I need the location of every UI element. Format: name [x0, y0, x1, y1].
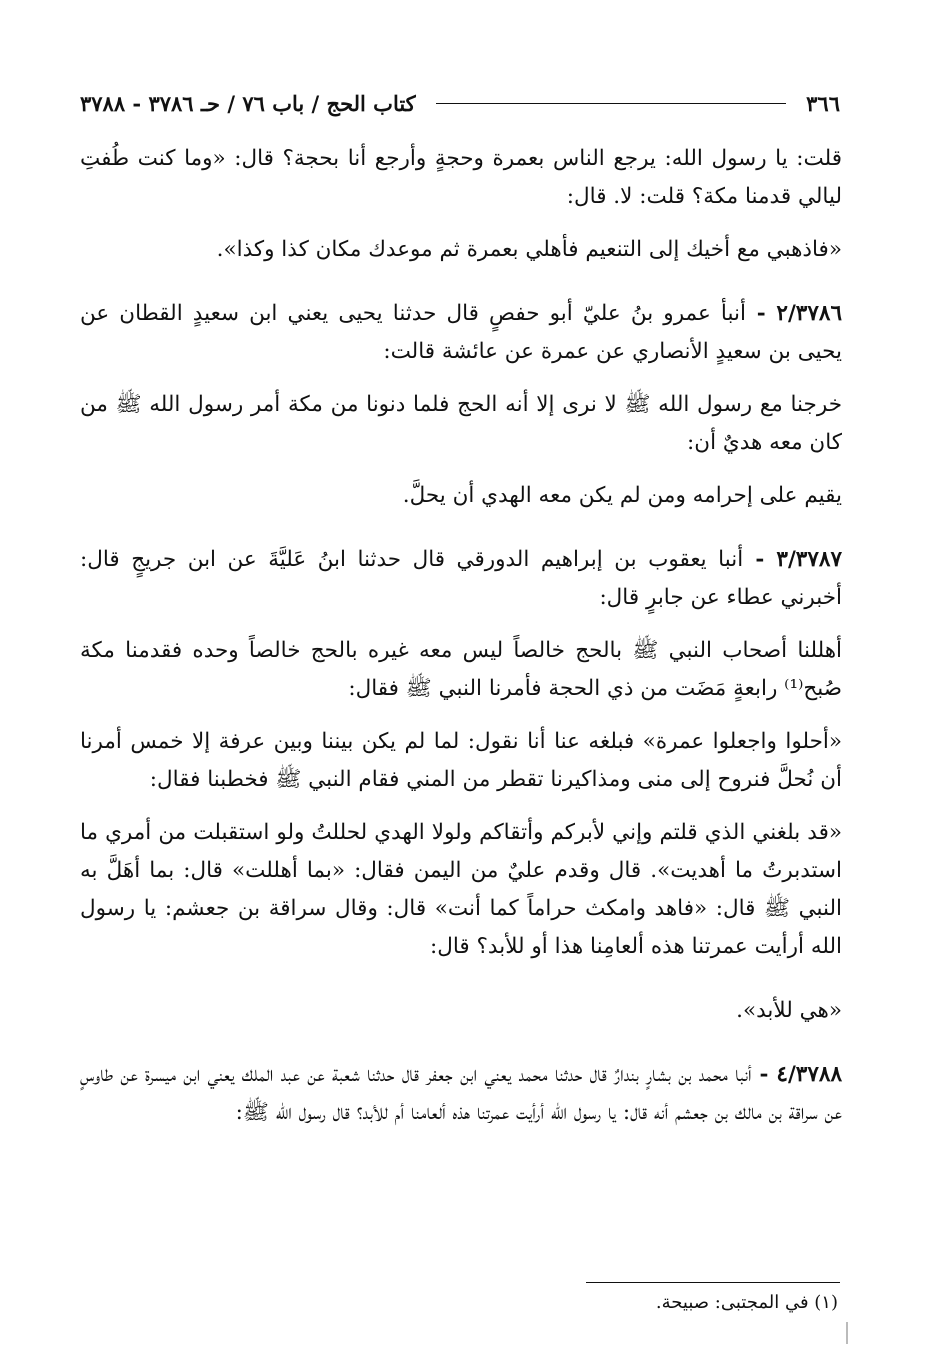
hadith-number: ٤/٣٧٨٨ -	[751, 1062, 842, 1087]
paragraph-text: «أحلوا واجعلوا عمرة» فبلغه عنا أنا نقول: لما لم يكن بيننا وبين عرفة إلا خمس أمرنا أن نُحلَّ فنروح إلى منى ومذاكيرنا تقطر من المني فقام النبي ﷺ فخطبنا فقال:	[80, 729, 842, 792]
hadith-paragraph	[80, 295, 842, 371]
paragraph	[80, 814, 842, 966]
footnote-rule	[586, 1282, 840, 1283]
hadith-paragraph	[80, 541, 842, 617]
paragraph	[80, 632, 842, 708]
paragraph	[80, 386, 842, 462]
paragraph-text: أنبا محمد بن بشارٍ بندارٌ قال حدثنا محمد يعني ابن جعفر قال حدثنا شعبة عن عبد الملك يعني ابن ميسرة عن طاوسٍ عن سراقة بن مالك بن جعشم أنه قال: يا رسول الله أرأيت عمرتنا هذه ألعامنا أم للأبد؟ قال رسول الله ﷺ:	[80, 1062, 842, 1125]
main-text	[80, 140, 842, 1147]
hadith-number: ٣/٣٧٨٧ -	[743, 547, 842, 572]
paragraph	[80, 231, 842, 269]
paragraph-text: قلت: يا رسول الله: يرجع الناس بعمرة وحجةٍ وأرجع أنا بحجة؟ قال: «وما كنت طُفتِ ليالي قدمنا مكة؟ قلت: لا. قال:	[80, 146, 842, 209]
hadith-paragraph	[80, 1056, 842, 1132]
running-title: كتاب الحج / باب ٧٦ / حـ ٣٧٨٦ - ٣٧٨٨	[80, 90, 416, 116]
paragraph-text: أهللنا أصحاب النبي ﷺ بالحج خالصاً ليس معه غيره بالحج خالصاً وحده فقدمنا مكة صُبح⁽¹⁾ رابعةٍ مَضَت من ذي الحجة فأمرنا النبي ﷺ فقال:	[80, 638, 842, 701]
paragraph-text: يقيم على إحرامه ومن لم يكن معه الهدي أن يحلَّ.	[402, 483, 842, 508]
footnote: (١) في المجتبى: صبيحة.	[655, 1292, 838, 1313]
paragraph	[80, 477, 842, 515]
paragraph	[80, 140, 842, 216]
paragraph-text: خرجنا مع رسول الله ﷺ لا نرى إلا أنه الحج فلما دنونا من مكة أمر رسول الله ﷺ من كان معه هديٌ أن:	[80, 392, 842, 455]
paragraph-text: «فاذهبي مع أخيك إلى التنعيم فأهلي بعمرة ثم موعدك مكان كذا وكذا».	[216, 237, 842, 262]
page-number: ٣٦٦	[806, 90, 840, 116]
scan-edge-mark	[846, 1322, 848, 1344]
hadith-number: ٢/٣٧٨٦ -	[745, 301, 842, 326]
paragraph	[80, 992, 842, 1030]
paragraph	[80, 723, 842, 799]
paragraph-text: أنبا يعقوب بن إبراهيم الدورقي قال حدثنا ابنُ عَليَّةَ عن ابن جريجٍ قال: أخبرني عطاء عن جابرٍ قال:	[80, 547, 842, 610]
paragraph-text: «قد بلغني الذي قلتم وإني لأبركم وأتقاكم ولولا الهدي لحللتُ ولو استقبلت من أمري ما استدبرتُ ما أهديت». قال وقدم عليٌ من اليمن فقال: «بما أهللت» قال: بما أهَلَّ به النبي ﷺ قال: «فاهد وامكث حراماً كما أنت» قال: وقال سراقة بن جعشم: يا رسول الله أرأيت عمرتنا هذه ألعامِنا هذا أو للأبد؟ قال:	[80, 820, 842, 959]
page-header	[80, 86, 840, 120]
header-rule	[436, 103, 786, 104]
paragraph-text: أنبأ عمرو بنُ عليّ أبو حفصٍ قال حدثنا يحيى يعني ابن سعيدٍ القطان عن يحيى بن سعيدٍ الأنصاري عن عمرة عن عائشة قالت:	[80, 301, 842, 364]
paragraph-text: «هي للأبد».	[736, 998, 842, 1023]
